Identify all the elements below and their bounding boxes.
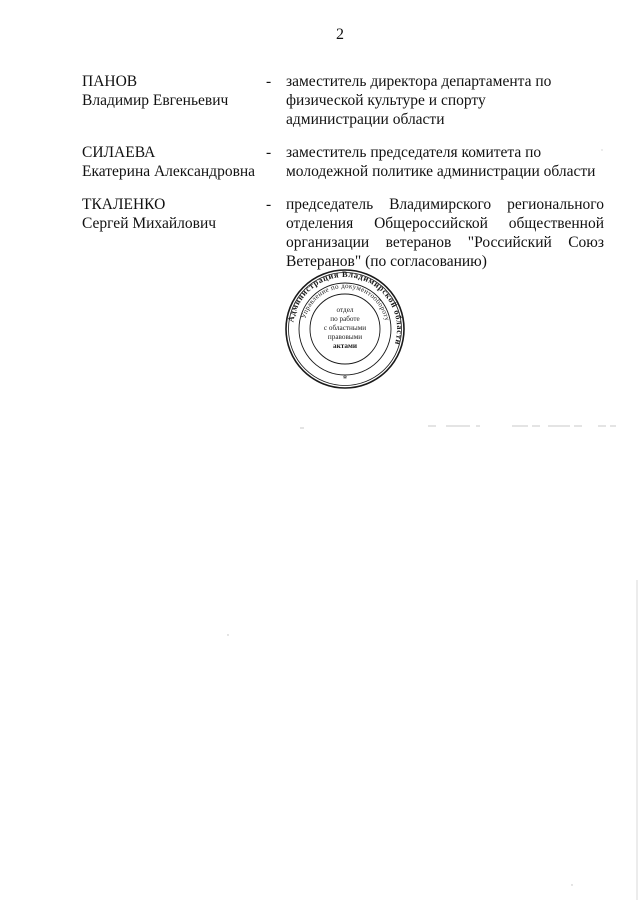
separator-dash: -: [266, 144, 272, 161]
stamp-center-line: правовыми: [327, 333, 363, 341]
stamp-center-line: отдел: [336, 306, 354, 314]
role-line: молодежной политике администрации области: [286, 163, 596, 180]
stamp-outer-text: Администрация Владимирской области: [286, 269, 405, 347]
member-name: [82, 143, 262, 181]
member-name: [82, 72, 262, 110]
member-given-names: Екатерина Александровна: [82, 163, 256, 180]
scan-dashes: [300, 426, 616, 428]
role-line: отделения Общероссийской общественной: [286, 215, 604, 232]
role-line: заместитель председателя комитета по: [286, 144, 542, 161]
member-role: [286, 195, 604, 271]
member-surname: ПАНОВ: [82, 73, 138, 90]
role-line: администрации области: [286, 111, 445, 128]
official-stamp: [284, 268, 406, 390]
member-surname: СИЛАЕВА: [82, 144, 156, 161]
separator-dash: -: [266, 196, 272, 213]
member-role: [286, 72, 604, 129]
role-line: Ветеранов" (по согласованию): [286, 253, 487, 270]
stamp-star-icon: *: [342, 374, 348, 384]
page-number: 2: [336, 26, 344, 43]
role-line: физической культуре и спорту: [286, 92, 486, 109]
stamp-center-line: с областными: [323, 324, 367, 332]
member-given-names: Сергей Михайлович: [82, 215, 217, 232]
member-surname: ТКАЛЕНКО: [82, 196, 166, 213]
member-given-names: Владимир Евгеньевич: [82, 92, 229, 109]
stamp-middle-text: Управление по документообороту: [299, 281, 392, 322]
role-line: заместитель директора департамента по: [286, 73, 552, 90]
member-name: [82, 195, 262, 233]
member-role: [286, 143, 604, 181]
stamp-center-line: по работе: [330, 315, 360, 323]
separator-dash: -: [266, 73, 272, 90]
role-line: председатель Владимирского регионального: [286, 196, 604, 213]
role-line: организации ветеранов "Российский Союз: [286, 234, 604, 251]
stamp-center-line: актами: [333, 342, 357, 350]
